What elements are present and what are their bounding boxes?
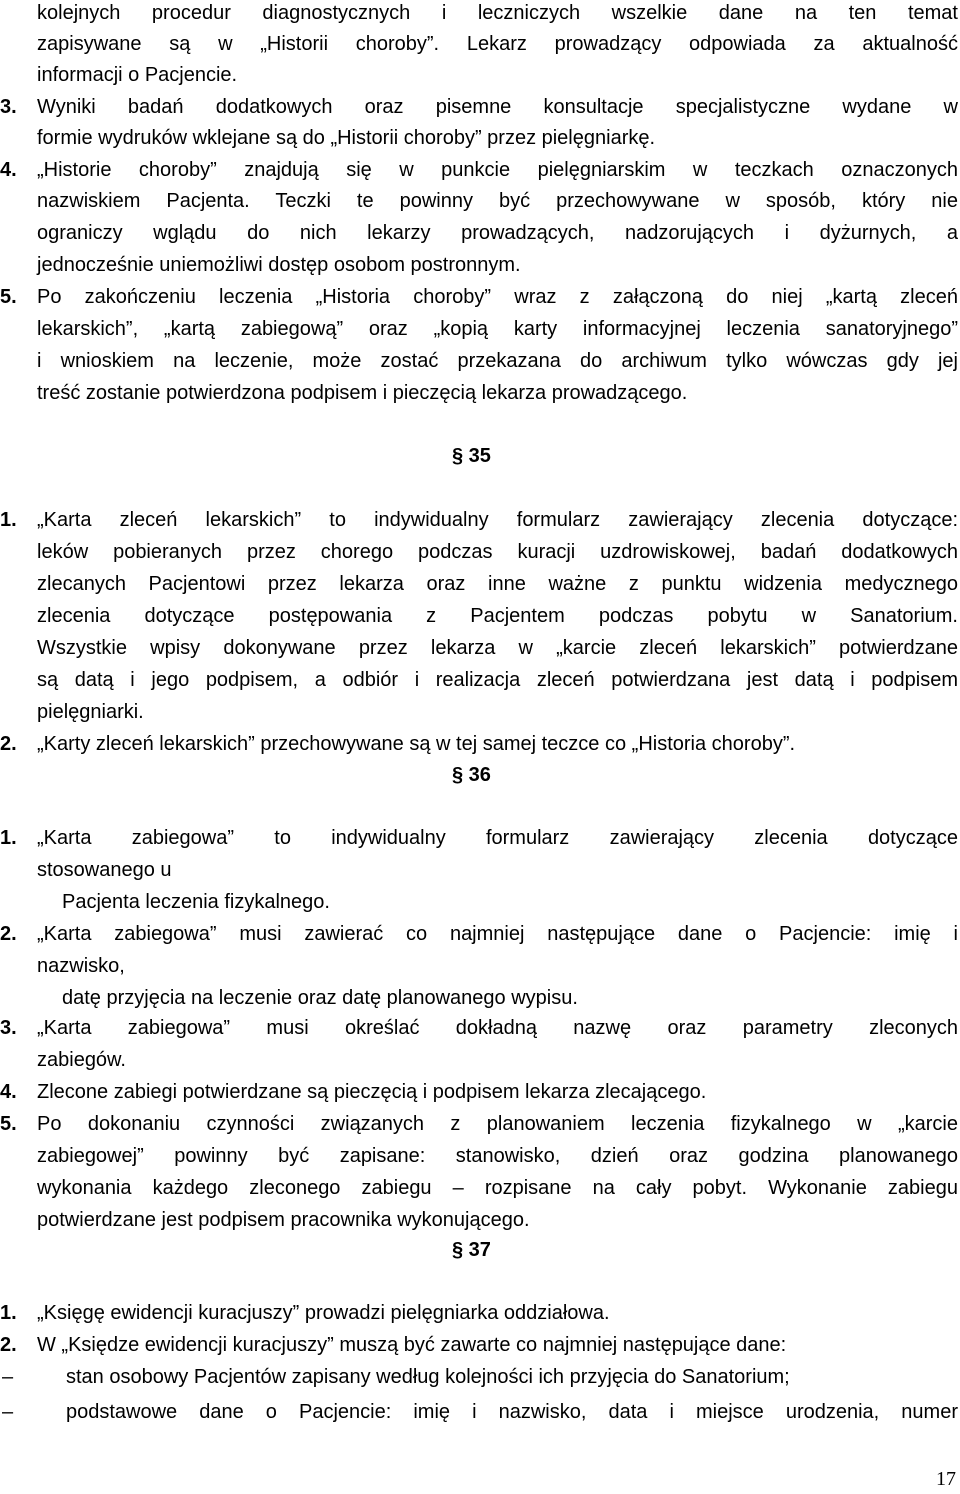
text-line: zabiegowej” powinny być zapisane: stanowisko, dzień oraz godzina planowanego xyxy=(37,1145,958,1167)
list-number: 4. xyxy=(0,1081,17,1103)
text-line: datę przyjęcia na leczenie oraz datę planowanego wypisu. xyxy=(62,987,578,1009)
list-number: 3. xyxy=(0,96,17,118)
text-line: lekarskich”, „kartą zabiegową” oraz „kopią karty informacyjnej leczenia sanatoryjnego” xyxy=(37,318,958,340)
text-line: zlecenia dotyczące postępowania z Pacjentem podczas pobytu w Sanatorium. xyxy=(37,605,958,627)
text-line: 4. Zlecone zabiegi potwierdzane są pieczęcią i podpisem lekarza zlecającego. xyxy=(0,1081,707,1103)
text-line: ograniczy wglądu do nich lekarzy prowadzących, nadzorujących i dyżurnych, a xyxy=(37,222,958,244)
text-line: 5. Po dokonaniu czynności związanych z planowaniem leczenia fizykalnego w „karcie xyxy=(0,1113,958,1135)
section-heading: § 36 xyxy=(452,764,491,786)
text-line: formie wydruków wklejane są do „Historii choroby” przez pielęgniarkę. xyxy=(37,127,656,149)
section-heading: § 37 xyxy=(452,1239,491,1261)
list-number: 1. xyxy=(0,1302,17,1324)
page-number: 17 xyxy=(936,1468,956,1490)
text-line: i wnioskiem na leczenie, może zostać przekazana do archiwum tylko wówczas gdy jej xyxy=(37,350,958,372)
text-line: zabiegów. xyxy=(37,1049,126,1071)
bullet-dash: – xyxy=(2,1401,14,1423)
text-line: treść zostanie potwierdzona podpisem i pieczęcią lekarza prowadzącego. xyxy=(37,382,688,404)
text-line: stan osobowy Pacjentów zapisany według kolejności ich przyjęcia do Sanatorium; xyxy=(66,1366,790,1388)
text-line: 1. „Księgę ewidencji kuracjuszy” prowadzi pielęgniarka oddziałowa. xyxy=(0,1302,610,1324)
text-line: 2. „Karta zabiegowa” musi zawierać co najmniej następujące dane o Pacjencie: imię i xyxy=(0,923,958,945)
list-number: 2. xyxy=(0,733,17,755)
text-line: 2. „Karty zleceń lekarskich” przechowywane są w tej samej teczce co „Historia choroby”. xyxy=(0,733,796,755)
section-heading: § 35 xyxy=(452,445,491,467)
text-line: podstawowe dane o Pacjencie: imię i nazwisko, data i miejsce urodzenia, numer xyxy=(66,1401,958,1423)
text-line: 5. Po zakończeniu leczenia „Historia choroby” wraz z załączoną do niej „kartą zleceń xyxy=(0,286,958,308)
text-line: wykonania każdego zleconego zabiegu – rozpisane na cały pobyt. Wykonanie zabiegu xyxy=(37,1177,958,1199)
list-number: 2. xyxy=(0,1334,17,1356)
list-number: 1. xyxy=(0,509,17,531)
text-line: pielęgniarki. xyxy=(37,701,144,723)
text-line: zlecanych Pacjentowi przez lekarza oraz inne ważne z punktu widzenia medycznego xyxy=(37,573,958,595)
text-line: leków pobieranych przez chorego podczas kuracji uzdrowiskowej, badań dodatkowych xyxy=(37,541,958,563)
list-number: 1. xyxy=(0,827,17,849)
text-line: 2. W „Księdze ewidencji kuracjuszy” muszą być zawarte co najmniej następujące dane: xyxy=(0,1334,787,1356)
text-line: 3. „Karta zabiegowa” musi określać dokładną nazwę oraz parametry zleconych xyxy=(0,1017,958,1039)
list-number: 2. xyxy=(0,923,17,945)
text-line: zapisywane są w „Historii choroby”. Lekarz prowadzący odpowiada za aktualność xyxy=(37,33,958,55)
text-line: stosowanego u xyxy=(37,859,172,881)
text-line: potwierdzane jest podpisem pracownika wykonującego. xyxy=(37,1209,530,1231)
list-number: 4. xyxy=(0,159,17,181)
bullet-dash: – xyxy=(2,1366,14,1388)
text-line: informacji o Pacjencie. xyxy=(37,64,238,86)
text-line: kolejnych procedur diagnostycznych i leczniczych wszelkie dane na ten temat xyxy=(37,2,958,24)
list-number: 5. xyxy=(0,286,17,308)
text-line: 4. „Historie choroby” znajdują się w punkcie pielęgniarskim w teczkach oznaczonych xyxy=(0,159,958,181)
text-line: Pacjenta leczenia fizykalnego. xyxy=(62,891,330,913)
list-number: 5. xyxy=(0,1113,17,1135)
text-line: 3. Wyniki badań dodatkowych oraz pisemne konsultacje specjalistyczne wydane w xyxy=(0,96,958,118)
text-line: 1. „Karta zabiegowa” to indywidualny formularz zawierający zlecenia dotyczące xyxy=(0,827,958,849)
text-line: jednocześnie uniemożliwi dostęp osobom postronnym. xyxy=(37,254,521,276)
text-line: są datą i jego podpisem, a odbiór i realizacja zleceń potwierdzana jest datą i podpisem xyxy=(37,669,958,691)
text-line: nazwisko, xyxy=(37,955,125,977)
list-number: 3. xyxy=(0,1017,17,1039)
text-line: Wszystkie wpisy dokonywane przez lekarza w „karcie zleceń lekarskich” potwierdzane xyxy=(37,637,958,659)
text-line: 1. „Karta zleceń lekarskich” to indywidualny formularz zawierający zlecenia dotyczące: xyxy=(0,509,958,531)
text-line: nazwiskiem Pacjenta. Teczki te powinny być przechowywane w sposób, który nie xyxy=(37,190,958,212)
